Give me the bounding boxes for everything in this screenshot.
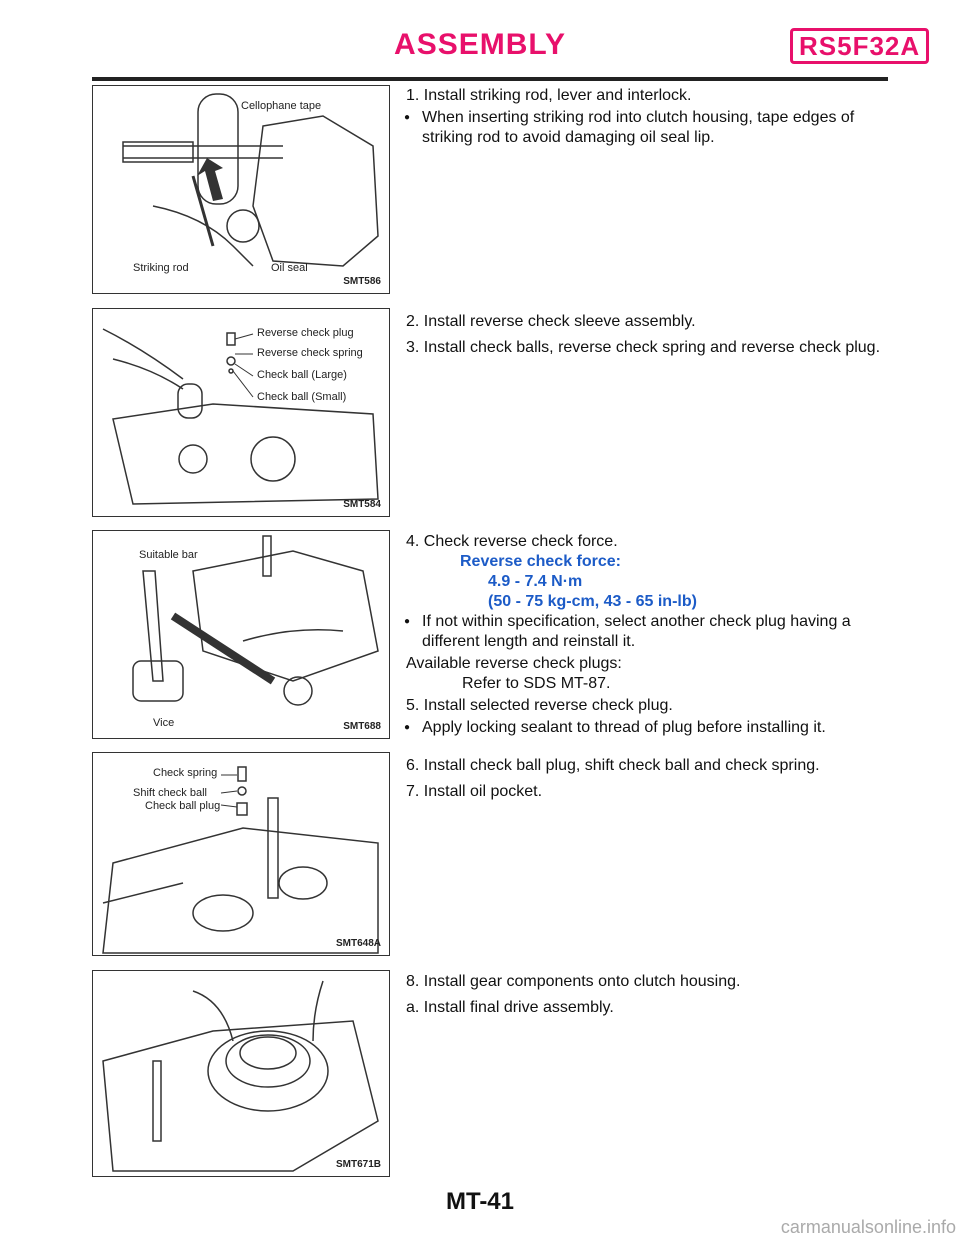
figure-code: SMT586 — [343, 276, 381, 287]
step-5: 5. Install selected reverse check plug. — [406, 697, 673, 714]
figure-smt688 — [92, 530, 390, 739]
label-suitable-bar: Suitable bar — [139, 549, 198, 561]
figure-code: SMT671B — [335, 1159, 381, 1170]
label-check-ball-large: Check ball (Large) — [257, 369, 347, 381]
step-3: 3. Install check balls, reverse check spring and reverse check plug. — [406, 339, 881, 356]
step-5-note-text: Apply locking sealant to thread of plug before installing it. — [422, 719, 826, 736]
step-2: 2. Install reverse check sleeve assembly. — [406, 313, 696, 330]
step-7: 7. Install oil pocket. — [406, 783, 543, 800]
final-drive-illustration — [93, 971, 389, 1176]
step-1-note — [406, 108, 890, 148]
reverse-check-illustration — [93, 309, 389, 516]
page-title — [0, 28, 960, 62]
label-check-ball-small: Check ball (Small) — [257, 391, 347, 403]
label-check-ball-plug: Check ball plug — [145, 800, 221, 812]
figure-smt648a — [92, 752, 390, 956]
step-8: 8. Install gear components onto clutch housing. — [406, 973, 741, 990]
figure-code: SMT584 — [343, 499, 381, 510]
check-ball-illustration — [93, 753, 389, 955]
step-4-note — [406, 612, 890, 652]
spec-value-alt: (50 - 75 kg-cm, 43 - 65 in-lb) — [488, 593, 697, 610]
spec-value: 4.9 - 7.4 N·m — [488, 573, 583, 590]
spec-title: Reverse check force: — [460, 553, 621, 570]
step-8a: a. Install final drive assembly. — [406, 999, 614, 1016]
check-force-illustration — [93, 531, 389, 738]
step-4: 4. Check reverse check force. — [406, 533, 618, 550]
label-striking-rod: Striking rod — [133, 262, 189, 274]
figure-smt584 — [92, 308, 390, 517]
plugs-ref: Refer to SDS MT-87. — [462, 675, 611, 692]
label-oil-seal: Oil seal — [271, 262, 308, 274]
figure-code: SMT688 — [343, 721, 381, 732]
figure-code: SMT648A — [335, 938, 381, 949]
page-number: MT-41 — [445, 1188, 514, 1215]
label-vice: Vice — [153, 717, 175, 729]
label-shift-check-ball: Shift check ball — [133, 787, 207, 799]
model-tag: RS5F32A — [790, 28, 929, 64]
section-title: ASSEMBLY — [394, 28, 566, 61]
label-check-spring: Check spring — [153, 767, 218, 779]
step-1-note-text: When inserting striking rod into clutch housing, tape edges of striking rod to avoid damaging oil seal lip. — [422, 109, 855, 146]
header-rule — [92, 77, 888, 81]
step-4-note-text: If not within specification, select another check plug having a different length and reinstall it. — [422, 613, 851, 650]
step-5-note — [406, 718, 890, 738]
label-reverse-check-spring: Reverse check spring — [257, 347, 363, 359]
watermark: carmanualsonline.info — [780, 1217, 956, 1237]
figure-smt586 — [92, 85, 390, 294]
step-1: 1. Install striking rod, lever and interlock. — [406, 87, 692, 104]
figure-smt671b — [92, 970, 390, 1177]
step-6: 6. Install check ball plug, shift check ball and check spring. — [406, 757, 820, 774]
label-reverse-check-plug: Reverse check plug — [257, 327, 354, 339]
label-cellophane-tape: Cellophane tape — [241, 100, 322, 112]
plugs-title: Available reverse check plugs: — [406, 655, 622, 672]
